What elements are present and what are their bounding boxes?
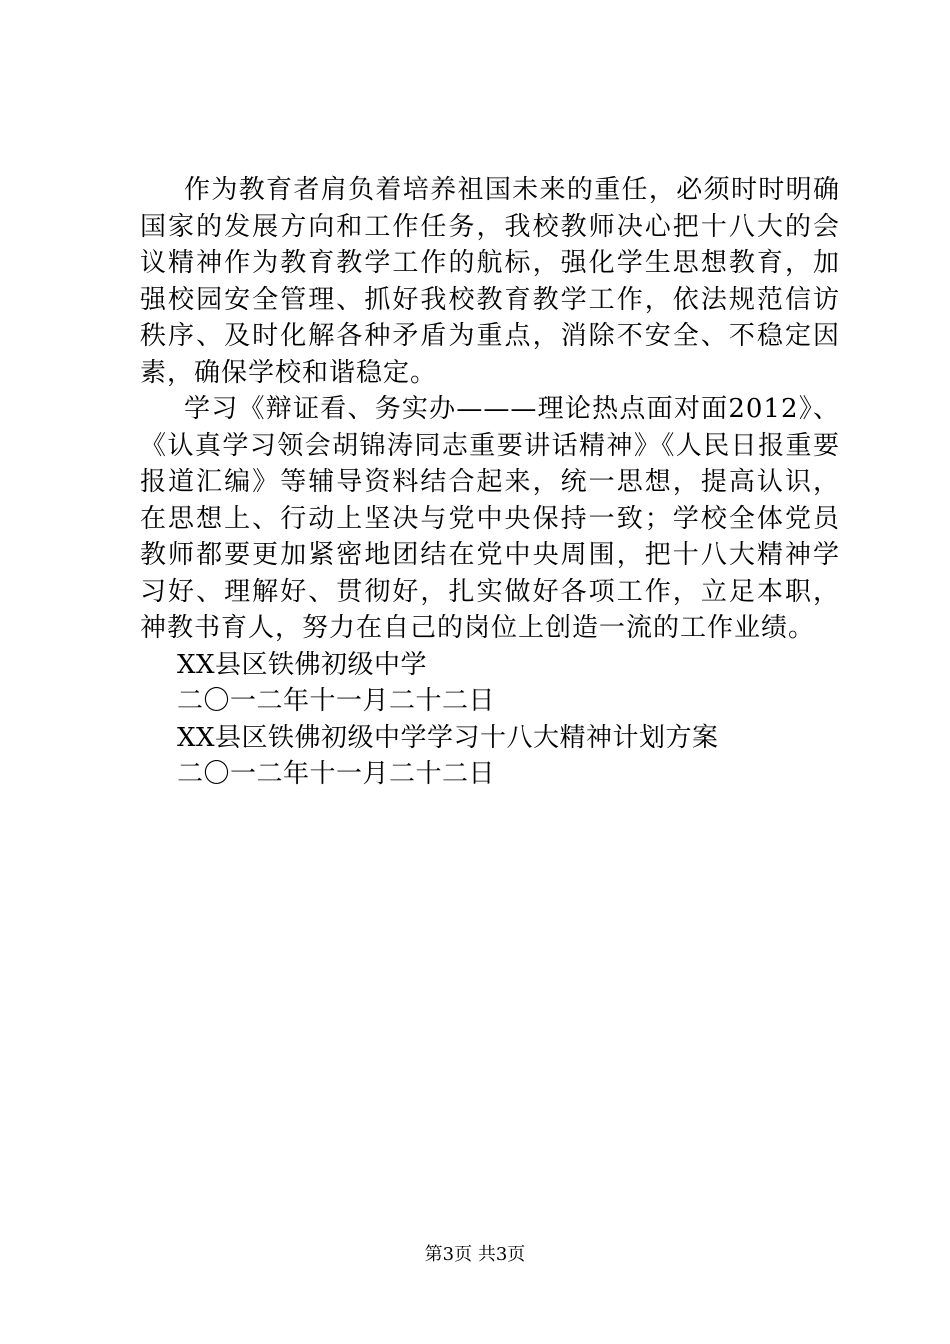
page-indicator: 第3页 共3页 <box>424 1244 526 1265</box>
document-body <box>140 172 840 793</box>
document-title-date: 二〇一二年十一月二十二日 <box>177 759 496 789</box>
signature-school: XX县区铁佛初级中学 <box>177 649 428 680</box>
document-title-line: XX县区铁佛初级中学学习十八大精神计划方案 <box>177 722 719 753</box>
paragraph-education-duty: 作为教育者肩负着培养祖国未来的重任，必须时时明确国家的发展方向和工作任务，我校教师决心把十八大的会议精神作为教育教学工作的航标，强化学生思想教育，加强校园安全管理、抓好我校教育教学工作，依法规范信访秩序、及时化解各种矛盾为重点，消除不安全、不稳定因素，确保学校和谐稳定。 <box>140 175 840 388</box>
signature-date: 二〇一二年十一月二十二日 <box>177 686 496 716</box>
paragraph-study-materials: 学习《辩证看、务实办———理论热点面对面2012》、《认真学习领会胡锦涛同志重要讲话精神》《人民日报重要报道汇编》等辅导资料结合起来，统一思想，提高认识，在思想上、行动上坚决与党中央保持一致；学校全体党员教师都要更加紧密地团结在党中央周围，把十八大精神学习好、理解好、贯彻好，扎实做好各项工作，立足本职，神教书育人，努力在自己的岗位上创造一流的工作业绩。 <box>140 394 840 643</box>
page-footer <box>0 1243 950 1267</box>
